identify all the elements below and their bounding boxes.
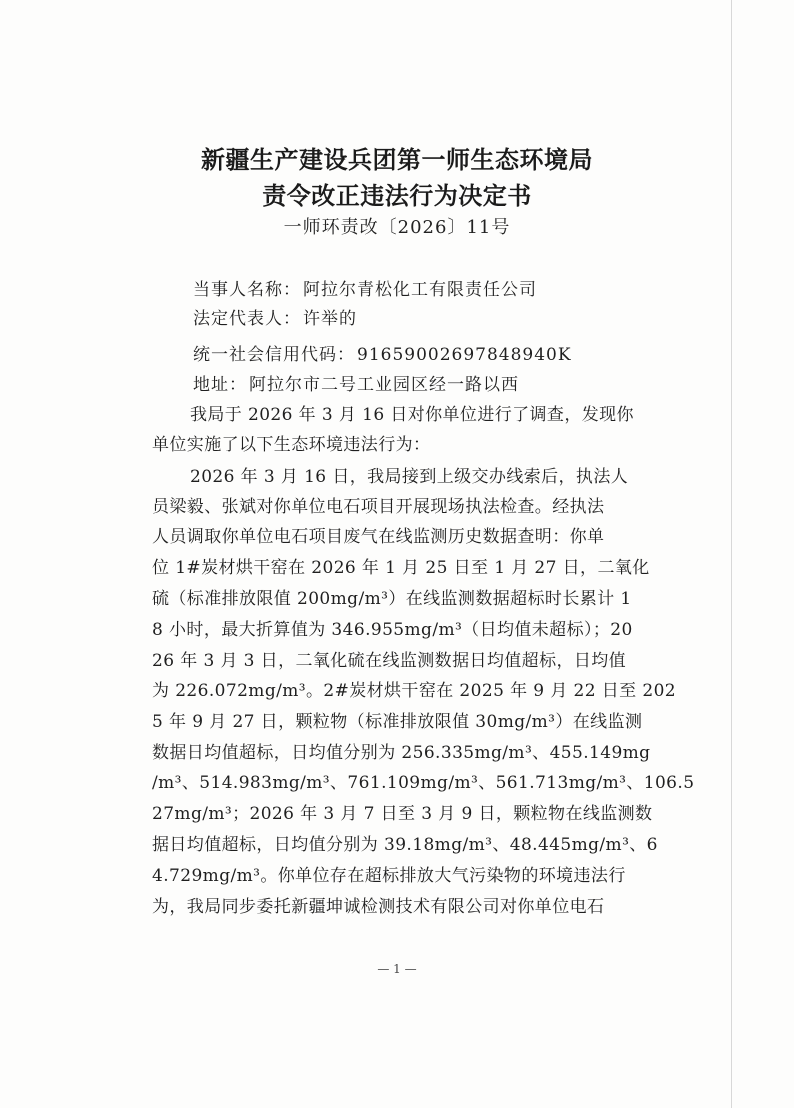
text-line: 4.729mg/m³。你单位存在超标排放大气污染物的环境违法行 bbox=[152, 866, 626, 886]
text-line: 位 1#炭材烘干窑在 2026 年 1 月 25 日至 1 月 27 日，二氧化 bbox=[152, 558, 650, 578]
credit-code-field bbox=[193, 340, 572, 365]
document-number: 一师环责改〔2026〕11号 bbox=[283, 217, 511, 238]
document-title-line2: 责令改正违法行为决定书 bbox=[262, 181, 532, 210]
party-name-label: 当事人名称： bbox=[193, 280, 301, 300]
text-line: 5 年 9 月 27 日，颗粒物（标准排放限值 30mg/m³）在线监测 bbox=[152, 712, 643, 732]
address-label: 地址： bbox=[193, 375, 247, 395]
legal-rep-label: 法定代表人： bbox=[193, 309, 301, 329]
text-line: 人员调取你单位电石项目废气在线监测历史数据查明：你单 bbox=[152, 527, 605, 547]
text-line: 26 年 3 月 3 日，二氧化硫在线监测数据日均值超标，日均值 bbox=[152, 651, 627, 671]
text-line: 据日均值超标，日均值分别为 39.18mg/m³、48.445mg/m³、6 bbox=[152, 835, 658, 855]
text-line: 2026 年 3 月 16 日，我局接到上级交办线索后，执法人 bbox=[190, 467, 629, 487]
text-line: 单位实施了以下生态环境违法行为： bbox=[152, 435, 431, 455]
legal-rep-value: 许举的 bbox=[303, 309, 357, 329]
credit-code-label: 统一社会信用代码： bbox=[193, 345, 355, 365]
text-line: 8 小时，最大折算值为 346.955mg/m³（日均值未超标）；20 bbox=[152, 620, 633, 640]
party-name-value: 阿拉尔青松化工有限责任公司 bbox=[303, 280, 537, 300]
party-name-field bbox=[193, 275, 537, 300]
text-line: 为 226.072mg/m³。2#炭材烘干窑在 2025 年 9 月 22 日至 202 bbox=[152, 681, 677, 701]
document-title-line1: 新疆生产建设兵团第一师生态环境局 bbox=[201, 145, 593, 174]
text-line: 我局于 2026 年 3 月 16 日对你单位进行了调查，发现你 bbox=[190, 405, 634, 425]
address-value: 阿拉尔市二号工业园区经一路以西 bbox=[249, 375, 519, 395]
text-line: 硫（标准排放限值 200mg/m³）在线监测数据超标时长累计 1 bbox=[152, 589, 632, 609]
text-line: 员梁毅、张斌对你单位电石项目开展现场执法检查。经执法 bbox=[152, 497, 605, 517]
credit-code-value: 91659002697848940K bbox=[357, 345, 572, 365]
legal-rep-field bbox=[193, 304, 357, 329]
address-field bbox=[193, 370, 519, 395]
text-line: 数据日均值超标，日均值分别为 256.335mg/m³、455.149mg bbox=[152, 743, 651, 763]
page-number: — 1 — bbox=[377, 962, 417, 976]
text-line: 为，我局同步委托新疆坤诚检测技术有限公司对你单位电石 bbox=[152, 897, 605, 917]
text-line: /m³、514.983mg/m³、761.109mg/m³、561.713mg/m³、106.5 bbox=[152, 773, 695, 793]
text-line: 27mg/m³；2026 年 3 月 7 日至 3 月 9 日，颗粒物在线监测数 bbox=[152, 804, 653, 824]
